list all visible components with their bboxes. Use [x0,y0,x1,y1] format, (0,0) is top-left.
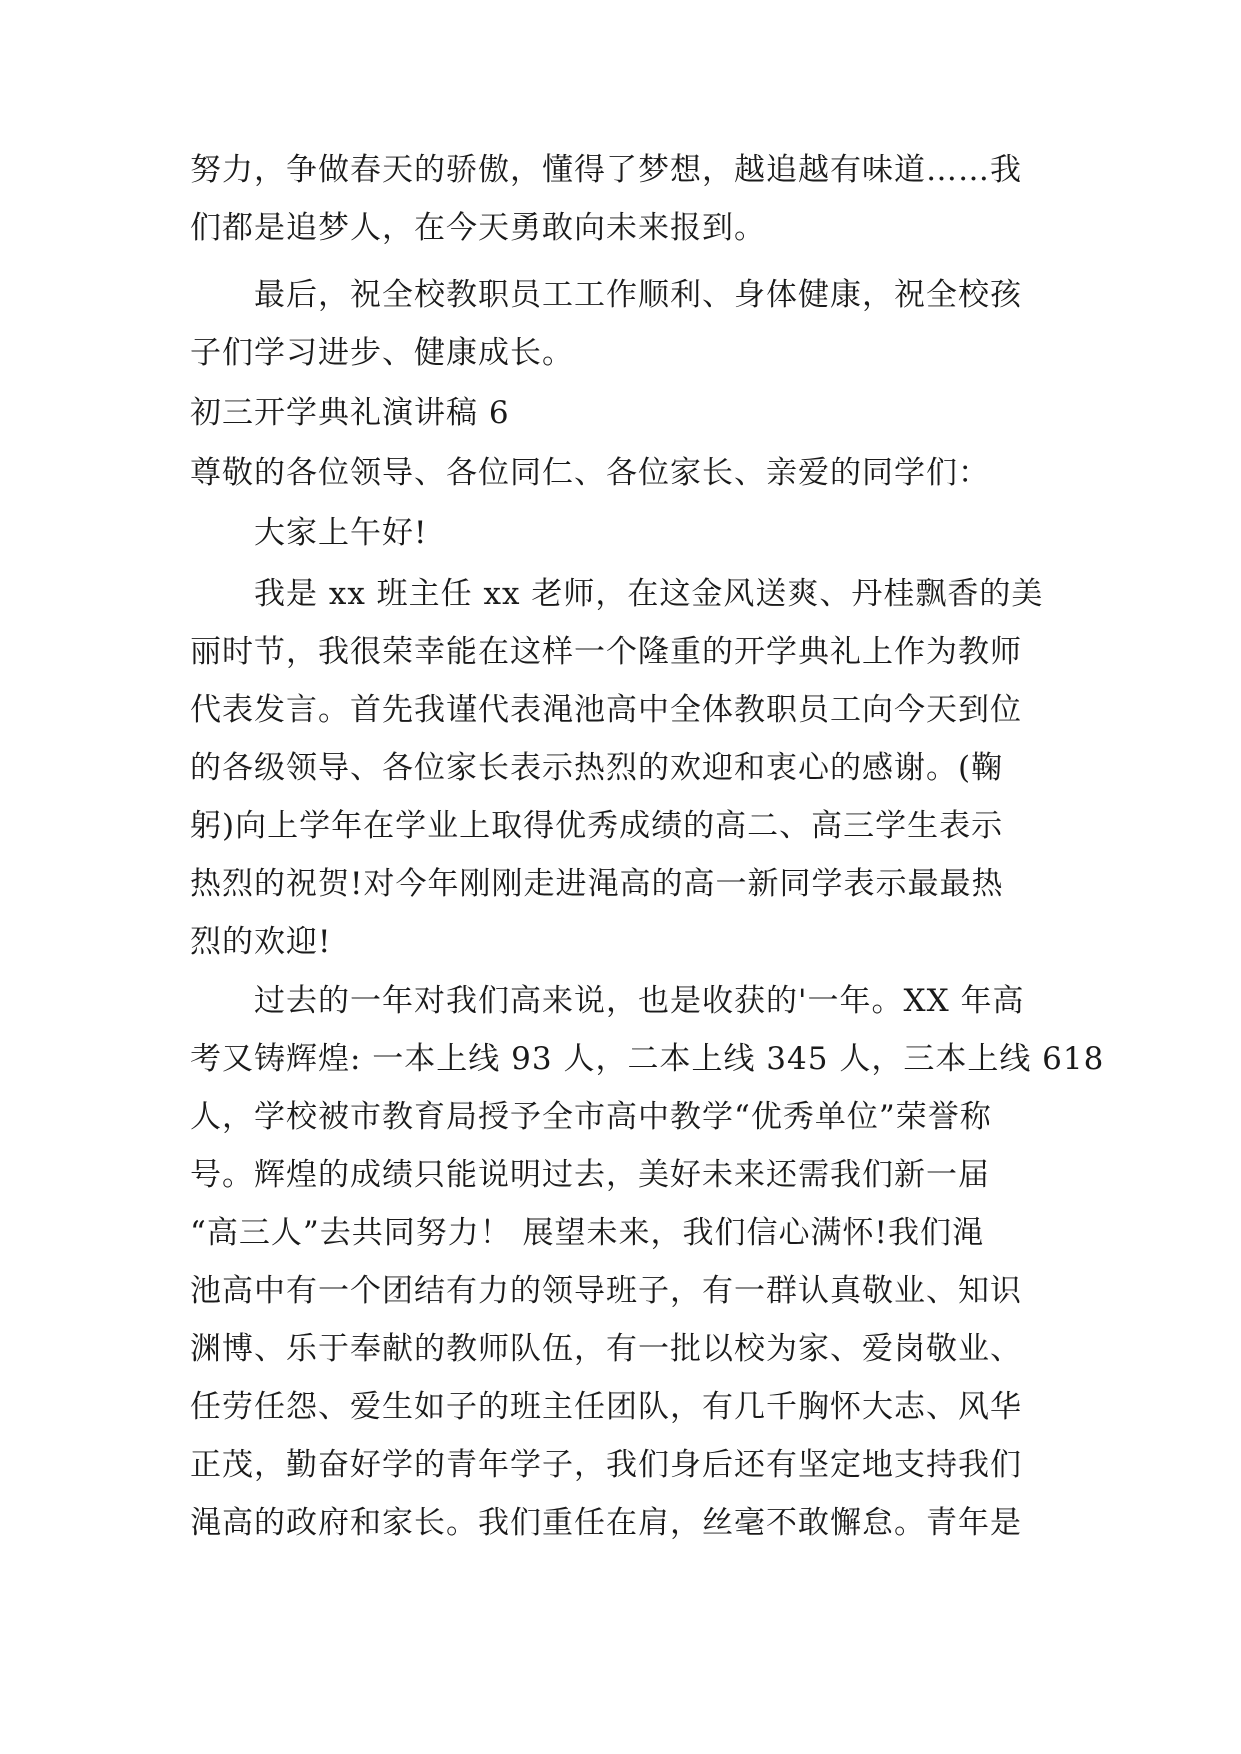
text-line: 烈的欢迎! [190,924,332,960]
text-line: 最后，祝全校教职员工工作顺利、身体健康，祝全校孩 [254,277,1022,313]
section-heading: 初三开学典礼演讲稿 6 [190,395,510,431]
text-line: 代表发言。首先我谨代表渑池高中全体教职员工向今天到位 [190,692,1022,728]
text-line: 人，学校被市教育局授予全市高中教学“优秀单位”荣誉称 [190,1099,992,1135]
text-line: 热烈的祝贺!对今年刚刚走进渑高的高一新同学表示最最热 [190,866,1004,902]
text-line: 正茂，勤奋好学的青年学子，我们身后还有坚定地支持我们 [190,1447,1022,1483]
text-line: 我是 xx 班主任 xx 老师，在这金风送爽、丹桂飘香的美 [254,576,1044,612]
text-line: 努力，争做春天的骄傲，懂得了梦想，越追越有味道……我 [190,152,1022,188]
text-line: 丽时节，我很荣幸能在这样一个隆重的开学典礼上作为教师 [190,634,1022,670]
text-line: 尊敬的各位领导、各位同仁、各位家长、亲爱的同学们： [190,455,990,491]
text-line: 号。辉煌的成绩只能说明过去，美好未来还需我们新一届 [190,1157,990,1193]
text-line: 渑高的政府和家长。我们重任在肩，丝毫不敢懈怠。青年是 [190,1505,1022,1541]
text-line: 的各级领导、各位家长表示热烈的欢迎和衷心的感谢。(鞠 [190,750,1004,786]
text-line: 过去的一年对我们高来说，也是收获的'一年。XX 年高 [254,983,1025,1019]
text-line: 渊博、乐于奉献的教师队伍，有一批以校为家、爱岗敬业、 [190,1331,1022,1367]
text-line: 大家上午好! [254,515,428,551]
text-line: 任劳任怨、爱生如子的班主任团队，有几千胸怀大志、风华 [190,1389,1022,1425]
text-line: 躬)向上学年在学业上取得优秀成绩的高二、高三学生表示 [190,808,1004,844]
text-line: 子们学习进步、健康成长。 [190,335,574,371]
text-line: 们都是追梦人，在今天勇敢向未来报到。 [190,210,766,246]
text-line: 考又铸辉煌: 一本上线 93 人，二本上线 345 人，三本上线 618 [190,1041,1105,1077]
text-line: “高三人”去共同努力！ 展望未来，我们信心满怀!我们渑 [190,1215,985,1251]
text-line: 池高中有一个团结有力的领导班子，有一群认真敬业、知识 [190,1273,1022,1309]
